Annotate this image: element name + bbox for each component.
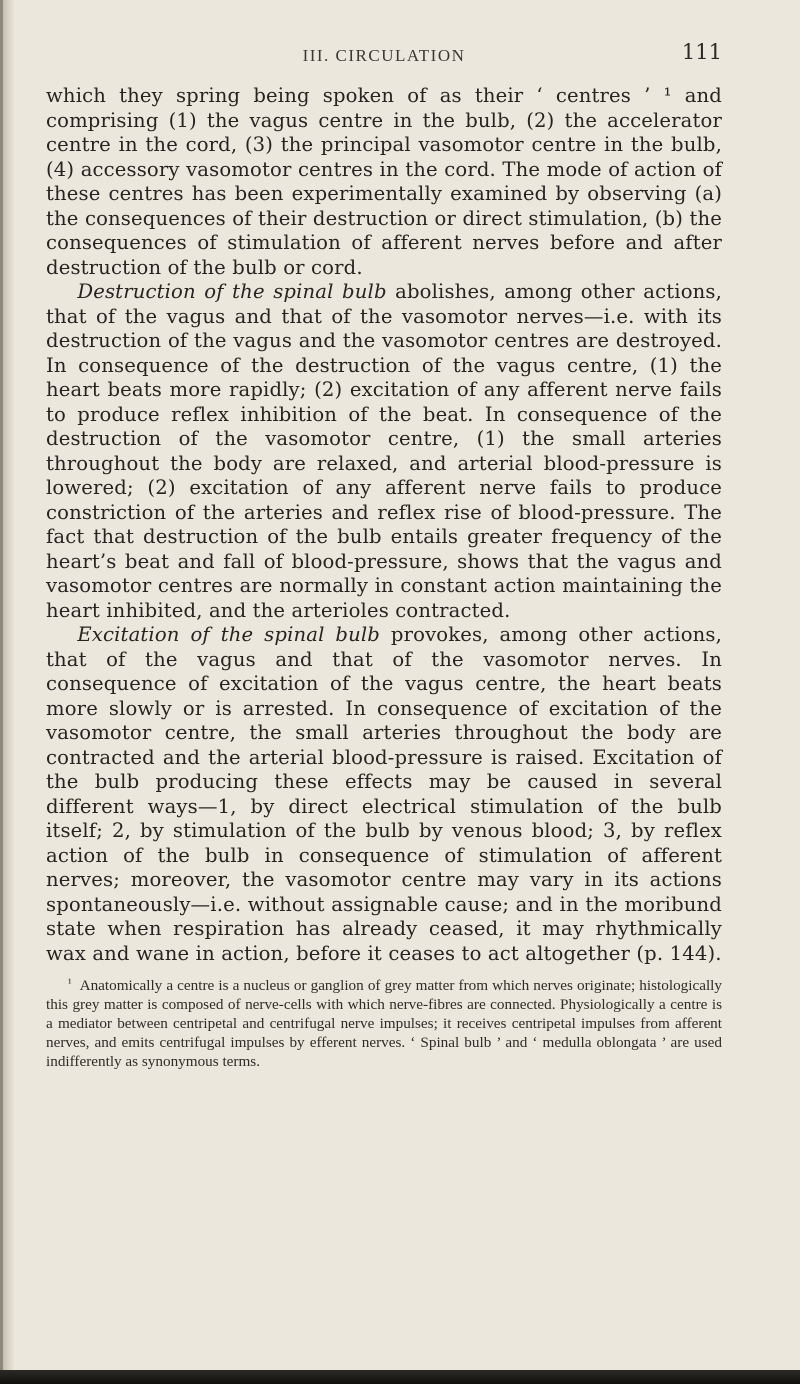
paragraph-text: abolishes, among other actions, that of the vagus and that of the vasomotor nerves—i.e. with its destruction of the vagus and the vasomotor centres are destroyed. In consequence of the destruction of the vagus centre, (1) the heart beats more rapidly; (2) excitation of any afferent nerve fails to produce reflex inhibition of the beat. In consequence of the destruction of the vasomotor centre, (1) the small arteries throughout the body are relaxed, and arterial blood-pressure is lowered; (2) excitation of any afferent nerve fails to produce constriction of the arteries and reflex rise of blood-pressure. The fact that destruction of the bulb entails greater frequency of the heart’s beat and fall of blood-pressure, shows that the vagus and vasomotor centres are normally in constant action maintaining the heart inhibited, and the arterioles contracted.: [46, 280, 722, 622]
footnote-marker: ¹: [68, 976, 72, 990]
paragraph-text: which they spring being spoken of as their ‘ centres ’ ¹ and comprising (1) the vagus centre in the bulb, (2) the accelerator centre in the cord, (3) the principal vasomotor centre in the bulb, (4) accessory vasomotor centres in the cord. The mode of action of these centres has been experimentally examined by observing (a) the consequences of their destruction or direct stimulation, (b) the consequences of stimulation of afferent nerves before and after destruction of the bulb or cord.: [46, 84, 722, 279]
page-bottom-edge: [0, 1370, 800, 1384]
paragraph-lead-italic: Destruction of the spinal bulb: [77, 280, 387, 303]
paragraph-centres: [46, 84, 722, 280]
paragraph-lead-italic: Excitation of the spinal bulb: [77, 623, 381, 646]
book-page: [46, 40, 722, 1071]
paragraph-text: provokes, among other actions, that of the vagus and that of the vasomotor nerves. In consequence of excitation of the vagus centre, the heart beats more slowly or is arrested. In consequence of excitation of the vasomotor centre, the small arteries throughout the body are contracted and the arterial blood-pressure is raised. Excitation of the bulb producing these effects may be caused in several different ways—1, by direct electrical stimulation of the bulb itself; 2, by stimulation of the bulb by venous blood; 3, by reflex action of the bulb in consequence of stimulation of afferent nerves; moreover, the vasomotor centre may vary in its actions spontaneously—i.e. without assignable cause; and in the moribund state when respiration has already ceased, it may rhythmically wax and wane in action, before it ceases to act altogether (p. 144).: [46, 623, 723, 965]
running-head: [46, 40, 722, 84]
footnote: [46, 974, 722, 1071]
page-number: 111: [681, 40, 722, 64]
body-text: [46, 84, 722, 966]
page-binding-edge: [0, 0, 3, 1384]
paragraph-excitation: [46, 623, 722, 966]
chapter-title: III. CIRCULATION: [302, 46, 466, 65]
paragraph-destruction: [46, 280, 722, 623]
footnote-text: Anatomically a centre is a nucleus or ganglion of grey matter from which nerves originate; histologically this grey matter is composed of nerve-cells with which nerve-fibres are connected. Physiologically a centre is a mediator between centripetal and centrifugal nerve impulses; it receives centripetal impulses from afferent nerves, and emits centrifugal impulses by efferent nerves. ‘ Spinal bulb ’ and ‘ medulla oblongata ’ are used indifferently as synonymous terms.: [46, 977, 722, 1070]
